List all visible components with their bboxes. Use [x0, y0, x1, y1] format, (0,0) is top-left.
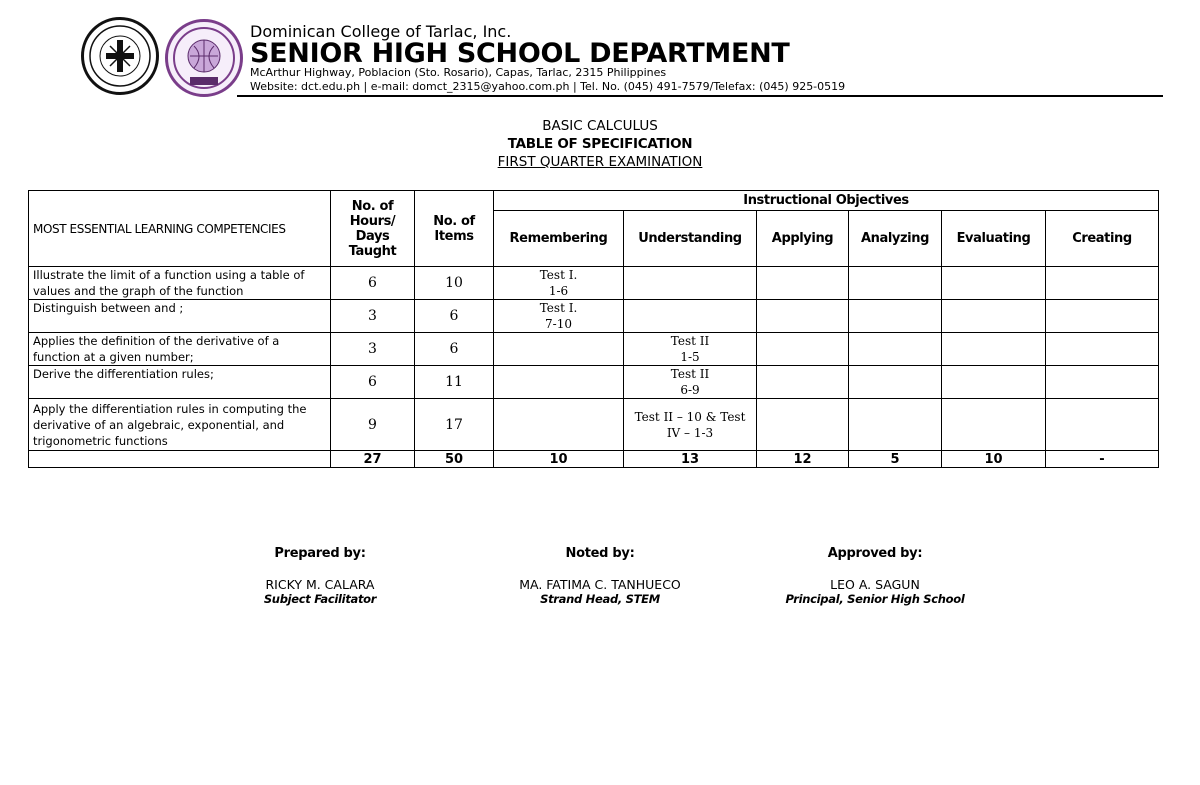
objective-cell-creating [1046, 333, 1159, 366]
hours-cell: 3 [331, 300, 415, 333]
objective-cell-creating [1046, 267, 1159, 300]
table-row [29, 366, 1159, 399]
items-cell: 10 [415, 267, 494, 300]
totals-label-cell [29, 451, 331, 468]
objective-cell-applying [757, 300, 849, 333]
header-level-understanding: Understanding [624, 211, 757, 267]
approved-by-position: Principal, Senior High School [785, 592, 965, 606]
objective-cell-evaluating [942, 267, 1046, 300]
signatory-approved [770, 546, 980, 606]
school-contact: Website: dct.edu.ph | e-mail: domct_2315@yahoo.com.ph | Tel. No. (045) 491-7579/Telefax: (045) 925-0519 [250, 80, 846, 93]
noted-by-label: Noted by: [565, 546, 635, 561]
objective-cell-creating [1046, 399, 1159, 451]
objective-cell-evaluating [942, 300, 1046, 333]
total-remembering-cell: 10 [494, 451, 624, 468]
hours-cell: 3 [331, 333, 415, 366]
objective-cell-understanding [624, 300, 757, 333]
school-address: McArthur Highway, Poblacion (Sto. Rosario), Capas, Tarlac, 2315 Philippines [250, 66, 667, 79]
header-level-evaluating: Evaluating [942, 211, 1046, 267]
total-analyzing-cell: 5 [849, 451, 942, 468]
college-seal-logo [81, 17, 159, 95]
objective-cell-understanding: Test II 1-5 [624, 333, 757, 366]
hours-cell: 9 [331, 399, 415, 451]
hours-cell: 6 [331, 366, 415, 399]
total-applying-cell: 12 [757, 451, 849, 468]
header-level-applying: Applying [757, 211, 849, 267]
header-level-creating: Creating [1046, 211, 1159, 267]
objective-cell-understanding: Test II 6-9 [624, 366, 757, 399]
competency-cell: Illustrate the limit of a function using a table of values and the graph of the function [29, 267, 331, 300]
competency-cell: Applies the definition of the derivative of a function at a given number; [29, 333, 331, 366]
objective-cell-analyzing [849, 366, 942, 399]
hours-cell: 6 [331, 267, 415, 300]
approved-by-name: LEO A. SAGUN [830, 577, 920, 592]
objective-cell-remembering [494, 366, 624, 399]
total-evaluating-cell: 10 [942, 451, 1046, 468]
signatory-noted [495, 546, 705, 606]
header-level-remembering: Remembering [494, 211, 624, 267]
table-body [29, 267, 1159, 468]
objective-cell-understanding: Test II – 10 & Test IV – 1-3 [624, 399, 757, 451]
noted-by-name: MA. FATIMA C. TANHUECO [519, 577, 681, 592]
prepared-by-name: RICKY M. CALARA [265, 577, 375, 592]
competency-cell: Distinguish between and ; [29, 300, 331, 333]
total-understanding-cell: 13 [624, 451, 757, 468]
objective-cell-understanding [624, 267, 757, 300]
table-row [29, 333, 1159, 366]
objective-cell-analyzing [849, 399, 942, 451]
noted-by-position: Strand Head, STEM [540, 592, 660, 606]
prepared-by-label: Prepared by: [274, 546, 366, 561]
objective-cell-applying [757, 333, 849, 366]
total-items-cell: 50 [415, 451, 494, 468]
objective-cell-creating [1046, 300, 1159, 333]
objective-cell-evaluating [942, 399, 1046, 451]
competency-cell: Apply the differentiation rules in computing the derivative of an algebraic, exponential, and trigonometric functions [29, 399, 331, 451]
items-cell: 6 [415, 333, 494, 366]
exam-title: FIRST QUARTER EXAMINATION [497, 154, 703, 170]
specification-table [28, 190, 1159, 468]
objective-cell-remembering [494, 399, 624, 451]
objective-cell-applying [757, 399, 849, 451]
total-hours-cell: 27 [331, 451, 415, 468]
prepared-by-position: Subject Facilitator [263, 592, 377, 606]
competency-cell: Derive the differentiation rules; [29, 366, 331, 399]
signatory-prepared [225, 546, 415, 606]
table-row [29, 267, 1159, 300]
header-level-analyzing: Analyzing [849, 211, 942, 267]
letterhead [0, 0, 1200, 100]
items-cell: 6 [415, 300, 494, 333]
table-row [29, 399, 1159, 451]
items-cell: 11 [415, 366, 494, 399]
totals-row [29, 451, 1159, 468]
objective-cell-remembering: Test I. 1-6 [494, 267, 624, 300]
header-items: No. of Items [415, 191, 494, 267]
subject-title: BASIC CALCULUS [542, 118, 658, 134]
objective-cell-creating [1046, 366, 1159, 399]
header-divider [237, 95, 1163, 97]
objective-cell-analyzing [849, 333, 942, 366]
document-title: TABLE OF SPECIFICATION [507, 136, 693, 152]
header-hours: No. of Hours/ Days Taught [331, 191, 415, 267]
objective-cell-remembering [494, 333, 624, 366]
objective-cell-applying [757, 267, 849, 300]
objective-cell-applying [757, 366, 849, 399]
objective-cell-remembering: Test I. 7-10 [494, 300, 624, 333]
approved-by-label: Approved by: [827, 546, 923, 561]
objective-cell-evaluating [942, 366, 1046, 399]
table-row [29, 300, 1159, 333]
total-creating-cell: - [1046, 451, 1159, 468]
header-objectives: Instructional Objectives [494, 191, 1159, 211]
department-name: SENIOR HIGH SCHOOL DEPARTMENT [250, 38, 790, 69]
objective-cell-evaluating [942, 333, 1046, 366]
items-cell: 17 [415, 399, 494, 451]
org-name: Dominican College of Tarlac, Inc. [250, 22, 512, 41]
objective-cell-analyzing [849, 300, 942, 333]
objective-cell-analyzing [849, 267, 942, 300]
shs-seal-logo [165, 19, 243, 97]
header-competencies: MOST ESSENTIAL LEARNING COMPETENCIES [29, 191, 331, 267]
document-titles [0, 117, 1200, 171]
